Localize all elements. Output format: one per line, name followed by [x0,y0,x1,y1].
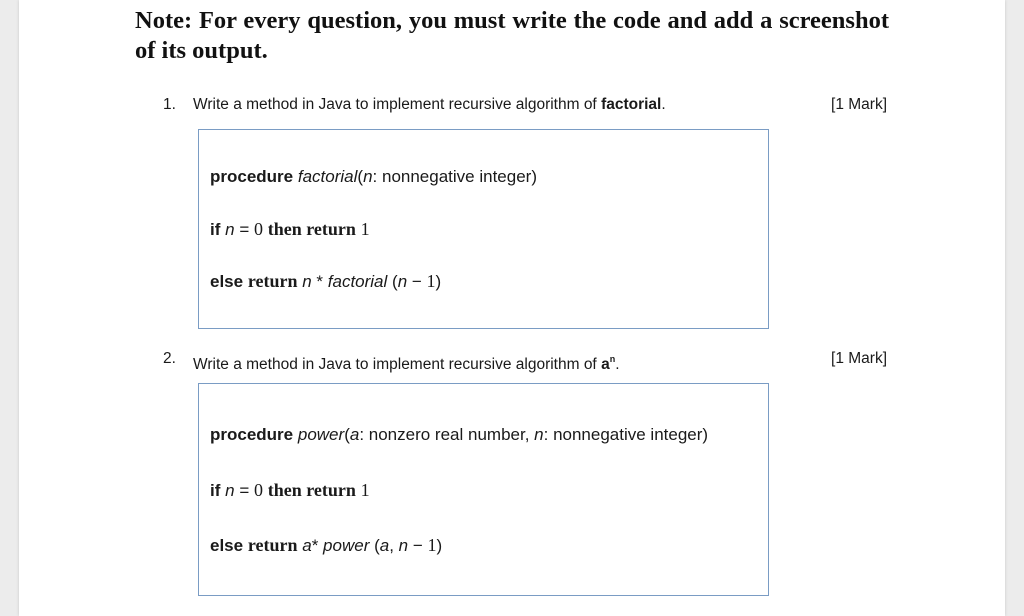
param-type: : nonnegative integer) [372,167,537,186]
question-keyword: factorial [601,96,662,113]
operator: − [407,272,427,291]
pseudocode-line-else [210,534,442,557]
number: 0 [253,480,263,500]
pseudocode-line-if [210,218,370,241]
variable: n [534,425,544,444]
number: 1 [427,535,437,555]
variable: n [398,536,409,555]
question-text-prefix: Write a method in Java to implement recursive algorithm of [193,96,602,113]
function-name: factorial [327,272,388,291]
keyword: return [247,535,298,555]
paren: ) [436,536,443,555]
pseudocode-line-procedure [210,166,537,188]
pseudocode-box-power [198,383,769,596]
variable: n [397,272,408,291]
variable: a [379,536,390,555]
exponent: n [609,354,616,364]
keyword: procedure [210,425,294,444]
number: 1 [426,271,436,291]
keyword: return [247,271,298,291]
pseudocode-line-else [210,270,441,293]
question-mark: [1 Mark] [831,96,887,113]
question-mark: [1 Mark] [831,350,887,367]
variable: a [302,536,312,555]
question-number: 1. [163,96,176,113]
keyword: else [210,272,244,291]
keyword: then return [267,219,356,239]
question-text [193,95,666,115]
operator: = [234,220,254,239]
pseudocode-line-procedure [210,424,708,446]
function-name: power [323,536,370,555]
question-text-prefix: Write a method in Java to implement recursive algorithm of [193,356,602,373]
param-type: : nonnegative integer) [543,425,709,444]
function-name: factorial [297,167,358,186]
question-text-suffix: . [661,96,666,113]
number: 0 [253,219,263,239]
pseudocode-box-factorial [198,129,769,329]
operator: * [311,272,328,291]
paren: ( [357,167,364,186]
paren: ( [369,536,380,555]
paren: ( [344,425,350,444]
number: 1 [360,219,370,239]
keyword: if [210,220,221,239]
number: 1 [360,480,370,500]
question-text [193,349,620,375]
param-type: : nonzero real number, [359,425,535,444]
keyword: if [210,481,221,500]
operator: * [311,536,324,555]
function-name: power [297,425,345,444]
pseudocode-line-if [210,479,370,502]
variable: n [225,220,235,239]
variable: a [349,425,360,444]
operator: − [408,536,428,555]
paren: ( [387,272,398,291]
assignment-note: Note: For every question, you must write the code and add a screenshot of its output. [135,7,889,64]
question-text-suffix: . [615,356,620,373]
paren: ) [435,272,442,291]
separator: , [389,536,399,555]
variable: n [225,481,235,500]
keyword: then return [267,480,356,500]
keyword: else [210,536,244,555]
operator: = [234,481,254,500]
variable: n [302,272,312,291]
keyword: procedure [210,167,294,186]
question-number: 2. [163,350,176,367]
variable: n [363,167,373,186]
question-keyword: a [601,356,610,373]
